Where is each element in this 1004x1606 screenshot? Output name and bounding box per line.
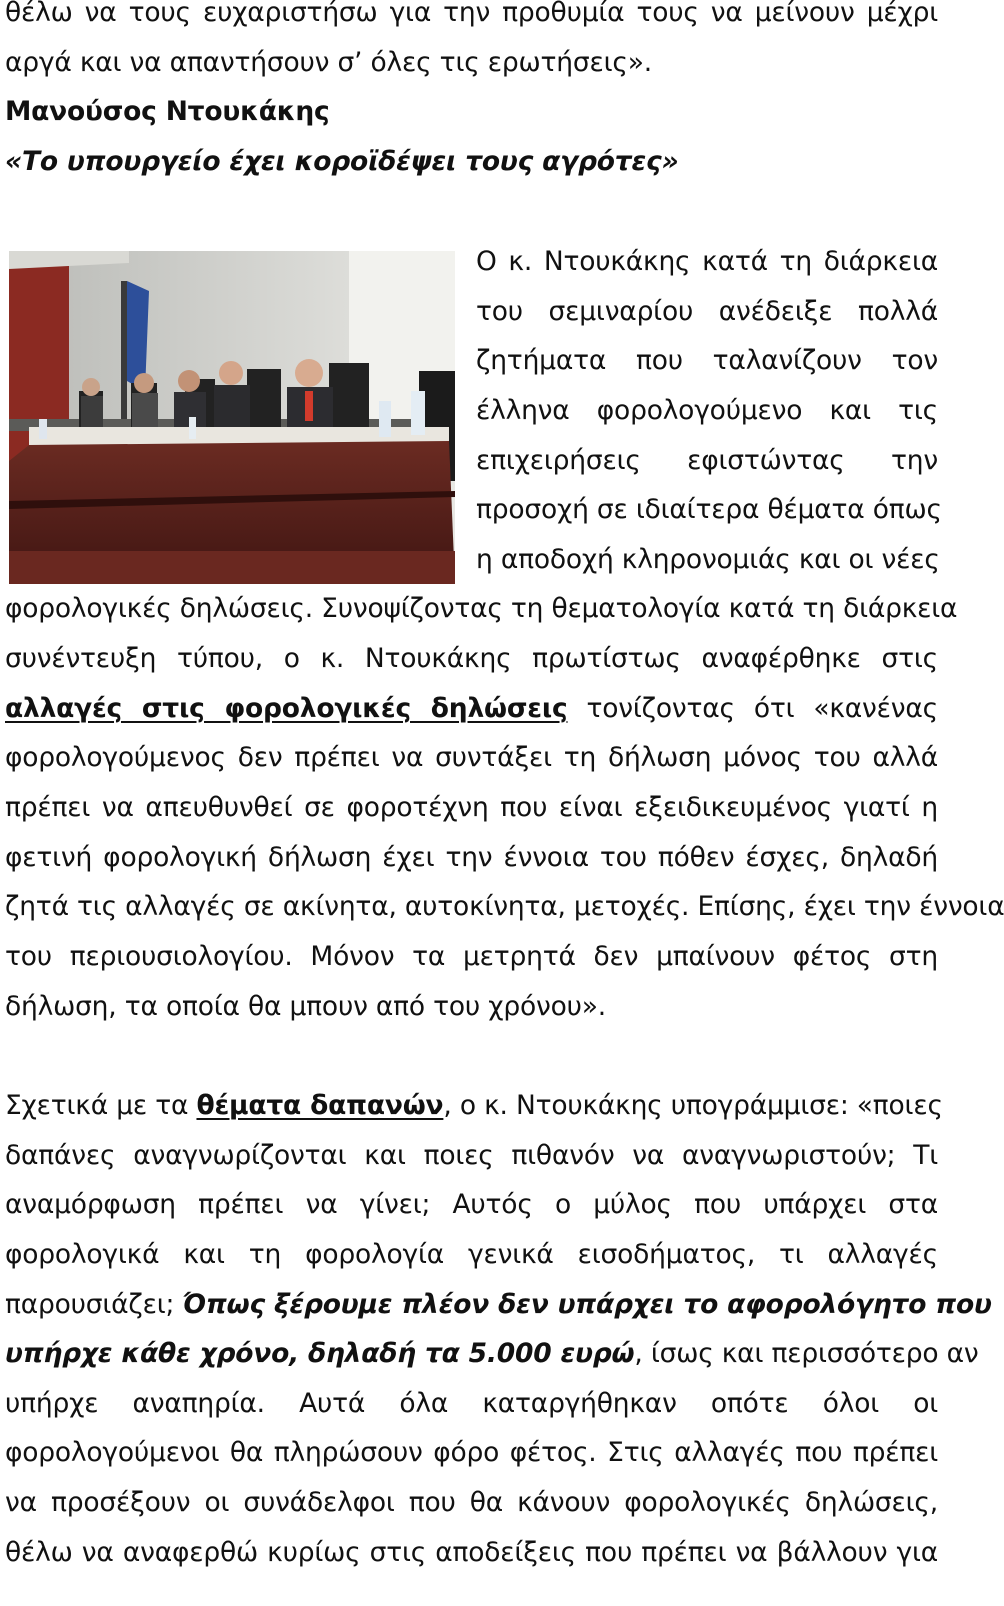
text-line	[476, 436, 938, 486]
body-text: υπήρχε αναπηρία. Αυτά όλα καταργήθηκαν οπότε όλοι οι	[5, 1388, 938, 1419]
text-line	[5, 733, 938, 783]
body-text: η αποδοχή κληρονομιάς και οι νέες	[476, 544, 940, 575]
text-line	[5, 584, 958, 634]
text-line	[5, 684, 938, 734]
text-line	[5, 1329, 979, 1379]
body-text: δαπάνες αναγνωρίζονται και ποιες πιθανόν να αναγνωριστούν; Τι	[5, 1140, 938, 1171]
text-line	[5, 982, 938, 1032]
body-text: θέλω να αναφερθώ κυρίως στις αποδείξεις που πρέπει να βάλλουν για	[5, 1537, 938, 1568]
text-line	[5, 1081, 943, 1131]
body-text: , ίσως και περισσότερο αν	[634, 1338, 979, 1369]
text-line	[5, 1379, 938, 1429]
body-text: δήλωση, τα οποία θα μπουν από του χρόνου».	[5, 991, 607, 1022]
emphasis-text: Όπως ξέρουμε πλέον δεν υπάρχει το αφορολόγητο που	[182, 1289, 992, 1320]
text-line	[476, 535, 938, 585]
text-line	[5, 38, 938, 88]
body-text: έλληνα φορολογούμενο και τις	[476, 395, 938, 426]
text-line	[5, 634, 938, 684]
body-text: φορολογούμενοι θα πληρώσουν φόρο φέτος. Στις αλλαγές που πρέπει	[5, 1437, 938, 1468]
body-text: ζητήματα που ταλανίζουν τον	[476, 345, 938, 376]
seminar-photo-icon	[9, 251, 455, 584]
body-text: Ο κ. Ντουκάκης κατά τη διάρκεια	[476, 246, 938, 277]
text-line	[5, 1131, 938, 1181]
text-line	[476, 336, 938, 386]
body-text: αναμόρφωση πρέπει να γίνει; Αυτός ο μύλος που υπάρχει στα	[5, 1189, 938, 1220]
body-text: να προσέξουν οι συνάδελφοι που θα κάνουν φορολογικές δηλώσεις,	[5, 1487, 938, 1518]
text-line	[5, 1280, 992, 1330]
body-text: του σεμιναρίου ανέδειξε πολλά	[476, 296, 938, 327]
body-text: συνέντευξη τύπου, ο κ. Ντουκάκης πρωτίστως αναφέρθηκε στις	[5, 643, 938, 674]
body-text: , ο κ. Ντουκάκης υπογράμμισε: «ποιες	[443, 1090, 943, 1121]
section-author-name: Μανούσος Ντουκάκης	[5, 96, 330, 127]
body-text: φορολογούμενος δεν πρέπει να συντάξει τη δήλωση μόνος του αλλά	[5, 742, 938, 773]
body-text: φορολογικά και τη φορολογία γενικά εισοδήματος, τι αλλαγές	[5, 1239, 938, 1270]
text-line	[5, 137, 938, 187]
text-line	[5, 1528, 938, 1578]
text-line	[5, 783, 938, 833]
text-line	[5, 1478, 938, 1528]
text-line	[476, 237, 938, 287]
text-line	[5, 87, 938, 137]
body-text: παρουσιάζει;	[5, 1289, 183, 1320]
body-text: Σχετικά με τα	[5, 1090, 197, 1121]
body-text: του περιουσιολογίου. Μόνον τα μετρητά δεν μπαίνουν φέτος στη	[5, 941, 938, 972]
text-line	[476, 386, 938, 436]
text-line	[5, 833, 938, 883]
text-line	[476, 287, 938, 337]
text-line	[5, 932, 938, 982]
emphasis-text: υπήρχε κάθε χρόνο, δηλαδή τα 5.000 ευρώ	[5, 1338, 635, 1369]
text-line	[5, 0, 938, 38]
body-text: πρέπει να απευθυνθεί σε φοροτέχνη που είναι εξειδικευμένος γιατί η	[5, 792, 938, 823]
body-text: επιχειρήσεις εφιστώντας την	[476, 445, 938, 476]
text-line	[476, 485, 942, 535]
seminar-photo	[9, 251, 455, 584]
body-text: φορολογικές δηλώσεις. Συνοψίζοντας τη θεματολογία κατά τη διάρκεια	[5, 593, 958, 624]
text-line	[5, 1230, 938, 1280]
body-text: αργά και να απαντήσουν σ’ όλες τις ερωτήσεις».	[5, 47, 652, 78]
text-line	[5, 1428, 938, 1478]
emphasis-text: «Το υπουργείο έχει κοροϊδέψει τους αγρότες»	[5, 146, 679, 177]
underlined-topic: θέματα δαπανών	[196, 1090, 444, 1121]
text-line	[5, 1180, 938, 1230]
underlined-topic: αλλαγές στις φορολογικές δηλώσεις	[5, 693, 568, 724]
body-text: τονίζοντας ότι «κανένας	[567, 693, 938, 724]
body-text: φετινή φορολογική δήλωση έχει την έννοια του πόθεν έσχες, δηλαδή	[5, 842, 938, 873]
body-text: ζητά τις αλλαγές σε ακίνητα, αυτοκίνητα, μετοχές. Επίσης, έχει την έννοια	[5, 891, 1004, 922]
body-text: προσοχή σε ιδιαίτερα θέματα όπως	[476, 494, 942, 525]
body-text: θέλω να τους ευχαριστήσω για την προθυμία τους να μείνουν μέχρι	[5, 0, 938, 28]
text-line	[5, 882, 1004, 932]
